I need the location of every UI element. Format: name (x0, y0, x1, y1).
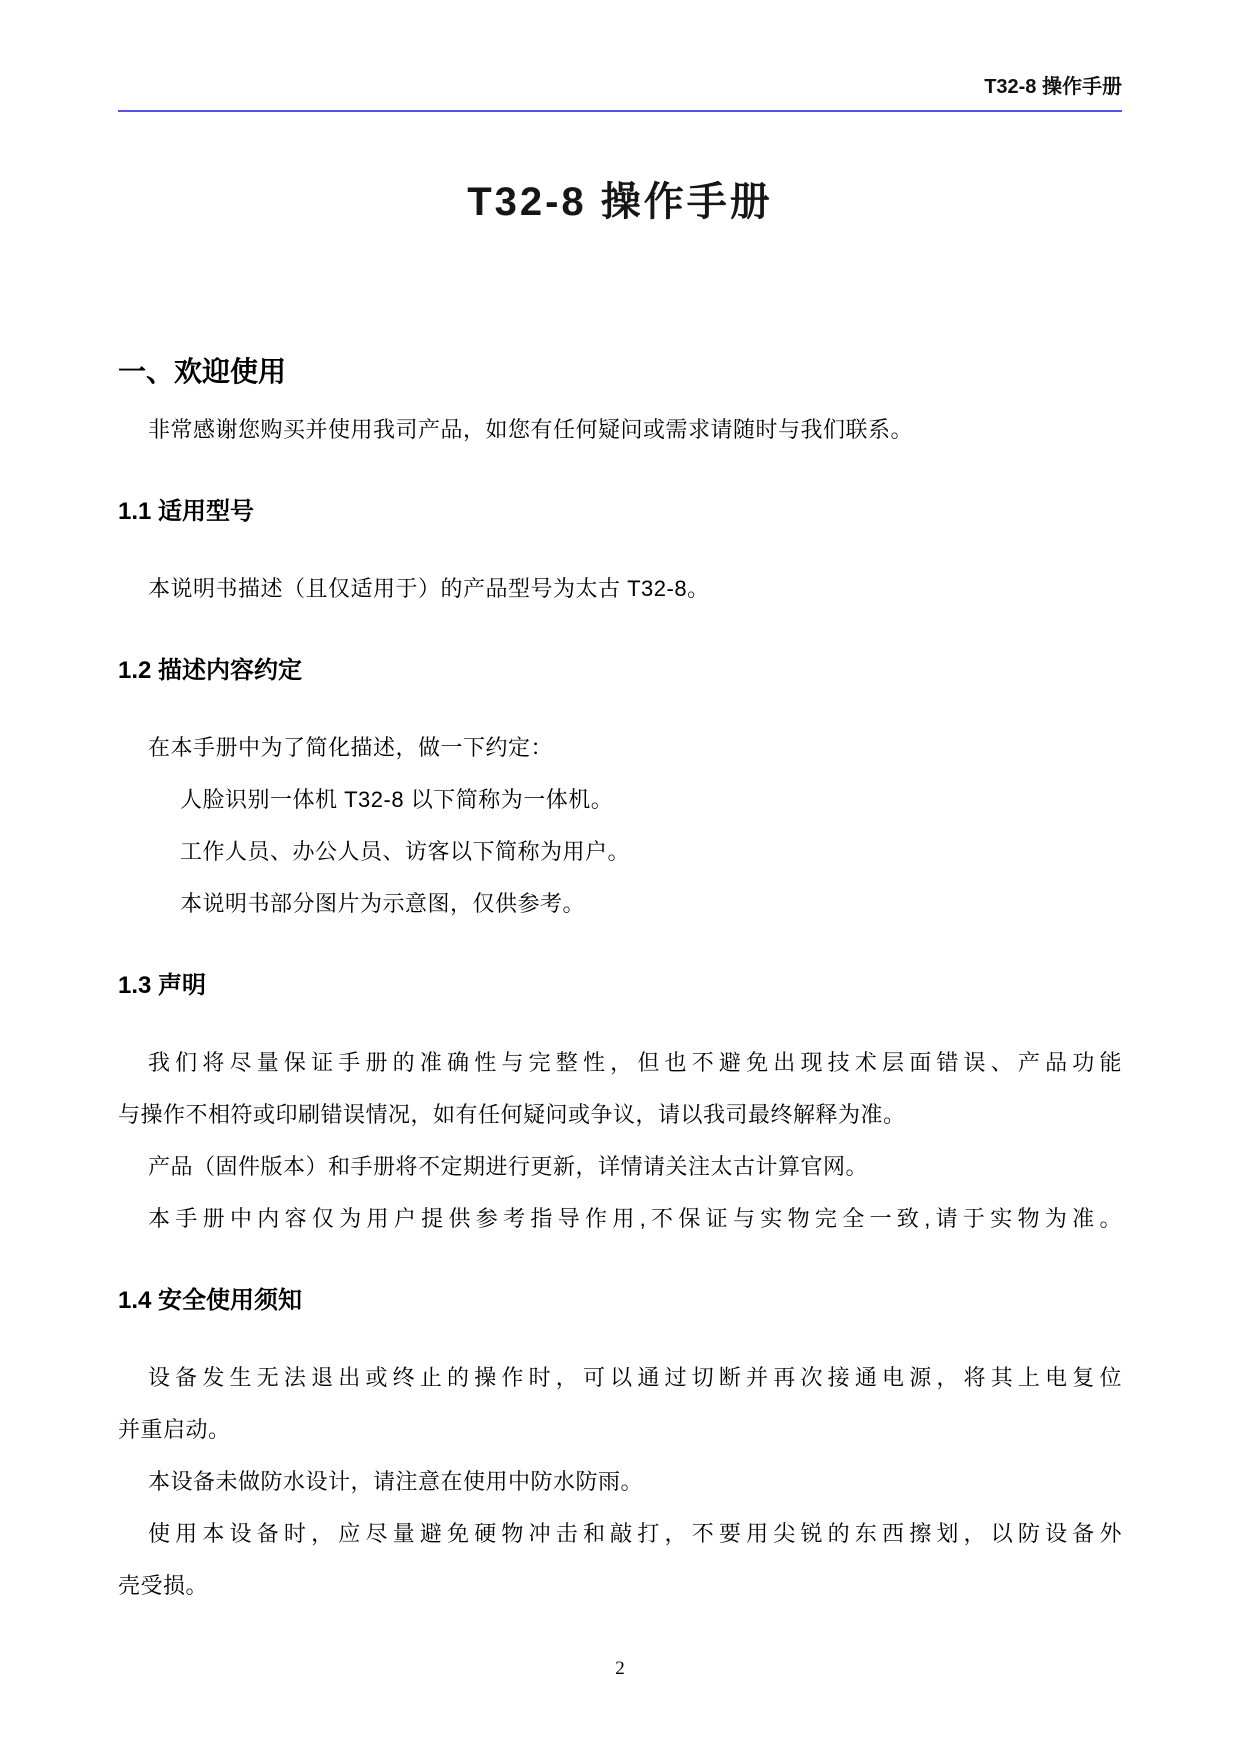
section-heading-1-4: 1.4 安全使用须知 (118, 1287, 303, 1314)
paragraph-1-3-2: 产品（固件版本）和手册将不定期进行更新，详情请关注太古计算官网。 (148, 1154, 869, 1179)
paragraph-1-2-item-3: 本说明书部分图片为示意图，仅供参考。 (180, 891, 586, 916)
section-heading-1-3: 1.3 声明 (118, 972, 207, 999)
section-heading-1-1: 1.1 适用型号 (118, 498, 255, 525)
paragraph-1-4-3-line-1: 使用本设备时，应尽量避免硬物冲击和敲打，不要用尖锐的东西擦划，以防设备外 (148, 1521, 1122, 1546)
section-heading-1-2: 1.2 描述内容约定 (118, 657, 303, 684)
paragraph-1-2-item-2: 工作人员、办公人员、访客以下简称为用户。 (180, 839, 631, 864)
paragraph-1-4-3 (118, 1508, 1122, 1612)
page-header-label: T32-8 操作手册 (984, 76, 1122, 98)
paragraph-welcome: 非常感谢您购买并使用我司产品，如您有任何疑问或需求请随时与我们联系。 (148, 417, 914, 442)
paragraph-1-3-1 (118, 1037, 1122, 1141)
paragraph-1-1: 本说明书描述（且仅适用于）的产品型号为太古 T32-8。 (148, 576, 710, 601)
paragraph-1-2-intro: 在本手册中为了简化描述，做一下约定： (148, 735, 554, 760)
paragraph-1-4-1-line-1: 设备发生无法退出或终止的操作时，可以通过切断并再次接通电源，将其上电复位 (148, 1365, 1122, 1390)
paragraph-1-3-3-line: 本手册中内容仅为用户提供参考指导作用,不保证与实物完全一致,请于实物为准。 (148, 1206, 1122, 1231)
paragraph-1-4-1-line-2: 并重启动。 (118, 1417, 231, 1442)
paragraph-1-4-2: 本设备未做防水设计，请注意在使用中防水防雨。 (148, 1469, 644, 1494)
section-heading-welcome: 一、欢迎使用 (118, 356, 287, 387)
paragraph-1-3-1-line-2: 与操作不相符或印刷错误情况，如有任何疑问或争议，请以我司最终解释为准。 (118, 1102, 906, 1127)
paragraph-1-3-3 (118, 1193, 1122, 1245)
paragraph-1-2-item-1: 人脸识别一体机 T32-8 以下简称为一体机。 (180, 787, 614, 812)
paragraph-1-4-3-line-2: 壳受损。 (118, 1573, 209, 1598)
document-title: T32-8 操作手册 (467, 180, 773, 224)
paragraph-1-4-1 (118, 1352, 1122, 1456)
page-header (118, 0, 1122, 110)
paragraph-1-3-1-line-1: 我们将尽量保证手册的准确性与完整性，但也不避免出现技术层面错误、产品功能 (148, 1050, 1122, 1075)
header-rule (118, 110, 1122, 112)
page-number: 2 (615, 1658, 625, 1679)
